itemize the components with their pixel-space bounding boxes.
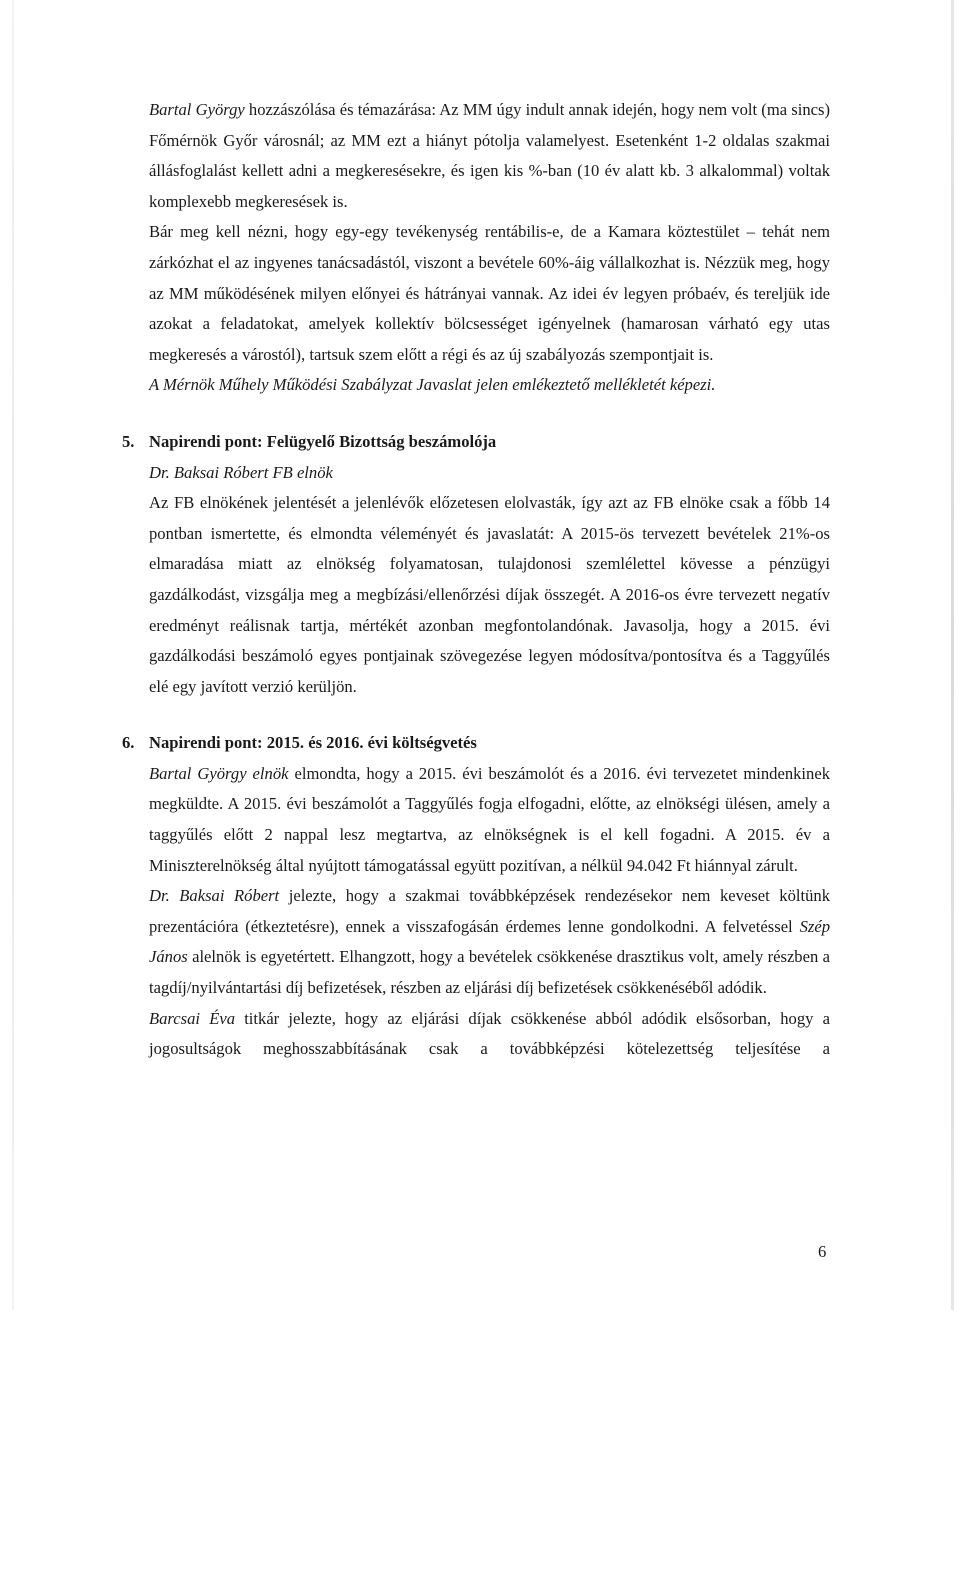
speaker-name: Szép János <box>149 916 830 967</box>
paragraph-text: hozzászólása és témazárása: Az MM úgy indult annak idején, hogy nem volt (ma sincs) Főmérnök Győr városnál; az MM ezt a hiányt pótolja valamelyest. Esetenként 1-2 oldalas szakmai állásfoglalást kellett adni a megkeresésekre, és igen kis %-ban (10 év alatt kb. 3 alkalommal) voltak komplexebb megkeresések is. <box>149 100 830 211</box>
speaker-name: Dr. Baksai Róbert <box>149 886 280 906</box>
section-5-heading <box>122 427 830 458</box>
scan-edge-right <box>951 0 954 1310</box>
section-number: 6. <box>122 733 135 753</box>
paragraph-text: titkár jelezte, hogy az eljárási díjak csökkenése abból adódik elsősorban, hogy a jogosultságok meghosszabbításának csak a továbbképzési kötelezettség teljesítése a <box>149 1008 830 1059</box>
paragraph-bartal-closing <box>149 95 830 217</box>
section-6-heading <box>122 728 830 759</box>
section-number: 5. <box>122 431 135 451</box>
speaker-name: Barcsai Éva <box>149 1008 235 1028</box>
document-body <box>122 95 831 1065</box>
attachment-note: A Mérnök Műhely Működési Szabályzat Javaslat jelen emlékeztető mellékletét képezi. <box>149 375 716 395</box>
section-title: Napirendi pont: 2015. és 2016. évi költségvetés <box>149 733 477 753</box>
speaker-name: Bartal György elnök <box>149 763 289 783</box>
section-5-text: Az FB elnökének jelentését a jelenlévők előzetesen elolvasták, így azt az FB elnöke csak a főbb 14 pontban ismertette, és elmondta véleményét és javaslatát: A 2015-ös tervezett bevételek 21%-os elmaradása miatt az elnökség folyamatosan, tulajdonosi szemlélettel kövesse a pénzügyi gazdálkodást, vizsgálja meg a megbízási/ellenőrzési díjak összegét. A 2016-os évre tervezett negatív eredményt reálisnak tartja, mértékét azonban megfontolandónak. Javasolja, hogy a 2015. évi gazdálkodási beszámoló egyes pontjainak szövegezése legyen módosítva/pontosítva és a Taggyűlés elé egy javított verzió kerüljön. <box>149 493 830 696</box>
section-6-paragraph-baksai <box>149 881 830 1003</box>
paragraph-text: alelnök is egyetértett. Elhangzott, hogy a bevételek csökkenése drasztikus volt, amely részben a tagdíj/nyilvántartási díj befizetések, részben az eljárási díj befizetések csökkenéséből adódik. <box>149 947 830 998</box>
section-5-speaker: Dr. Baksai Róbert FB elnök <box>149 462 333 482</box>
section-6-paragraph-barcsai <box>149 1004 830 1065</box>
speaker-name: Bartal György <box>149 100 245 119</box>
paragraph-text: elmondta, hogy a 2015. évi beszámolót és a 2016. évi tervezetet mindenkinek megküldte. A 2015. évi beszámolót a Taggyűlés fogja elfogadni, előtte, az elnökségi ülésen, amely a taggyűlés előtt 2 nappal lesz megtartva, az elnökségnek is el kell fogadni. A 2015. év a Miniszterelnökség által nyújtott támogatással együtt pozitívan, a nélkül 94.042 Ft hiánnyal zárult. <box>149 763 831 875</box>
paragraph-text: jelezte, hogy a szakmai továbbképzések rendezésekor nem keveset költünk prezentációra (étkeztetésre), ennek a visszafogásán érdemes lenne gondolkodni. A felvetéssel <box>149 886 830 936</box>
section-6-paragraph-bartal <box>149 759 830 881</box>
page-number: 6 <box>818 1242 827 1261</box>
scan-edge-left <box>12 0 14 1310</box>
section-title: Napirendi pont: Felügyelő Bizottság beszámolója <box>149 431 497 451</box>
paragraph-rentability: Bár meg kell nézni, hogy egy-egy tevékenység rentábilis-e, de a Kamara köztestület – tehát nem zárkózhat el az ingyenes tanácsadástól, viszont a bevétele 60%-áig vállalkozhat is. Nézzük meg, hogy az MM működésének milyen előnyei és hátrányai vannak. Az idei év legyen próbaév, és tereljük ide azokat a feladatokat, amelyek kollektív bölcsességet igényelnek (hamarosan várható egy utas megkeresés a várostól), tartsuk szem előtt a régi és az új szabályozás szempontjait is. <box>149 222 830 364</box>
